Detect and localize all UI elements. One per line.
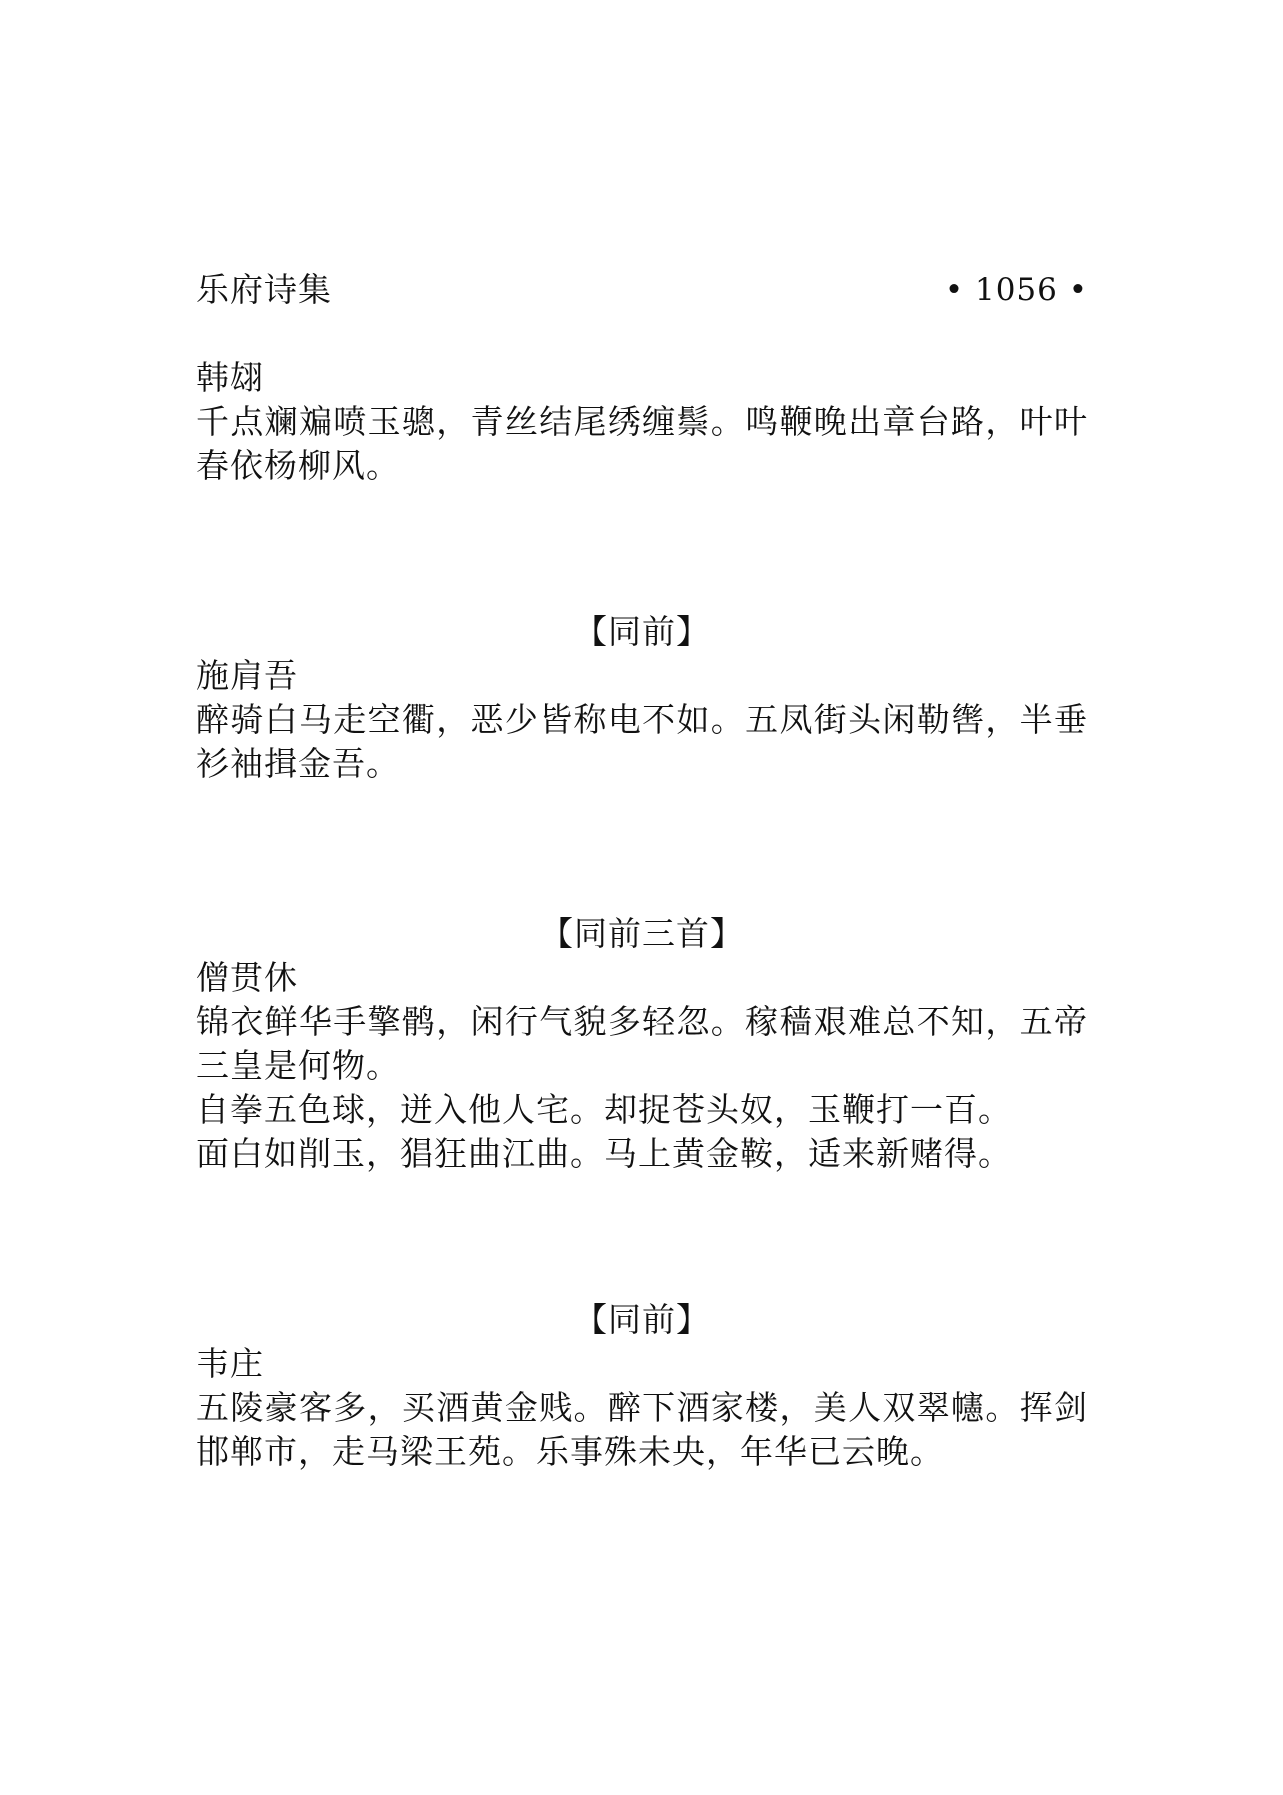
poem-text: 五陵豪客多，买酒黄金贱。醉下酒家楼，美人双翠幰。挥剑邯郸市，走马梁王苑。乐事殊未央，年华已云晚。: [196, 1388, 1088, 1471]
poem-section-4: [196, 1342, 1088, 1474]
book-title: 乐府诗集: [196, 270, 332, 309]
poem-text: 锦衣鲜华手擎鹘，闲行气貌多轻忽。稼穑艰难总不知，五帝三皇是何物。: [196, 1002, 1088, 1085]
page-number: • 1056 •: [944, 272, 1088, 308]
poem-title: 【同前三首】: [540, 914, 744, 953]
poem-text: 自拳五色球，迸入他人宅。却捉苍头奴，玉鞭打一百。: [196, 1090, 1012, 1129]
poem-author: 韩翃: [196, 358, 264, 397]
poem-text: 面白如削玉，猖狂曲江曲。马上黄金鞍，适来新赌得。: [196, 1134, 1012, 1173]
poem-author: 僧贯休: [196, 958, 298, 997]
poem-section-3: [196, 956, 1088, 1176]
poem-title: 【同前】: [574, 612, 710, 651]
poem-text: 千点斓斒喷玉骢，青丝结尾绣缠鬃。鸣鞭晚出章台路，叶叶春依杨柳风。: [196, 402, 1088, 485]
poem-author: 韦庄: [196, 1344, 264, 1383]
poem-section-1: [196, 356, 1088, 488]
poem-section-2: [196, 654, 1088, 786]
poem-text: 醉骑白马走空衢，恶少皆称电不如。五凤街头闲勒辔，半垂衫袖揖金吾。: [196, 700, 1088, 783]
page-header: [196, 268, 1088, 312]
poem-author: 施肩吾: [196, 656, 298, 695]
poem-title: 【同前】: [574, 1300, 710, 1339]
